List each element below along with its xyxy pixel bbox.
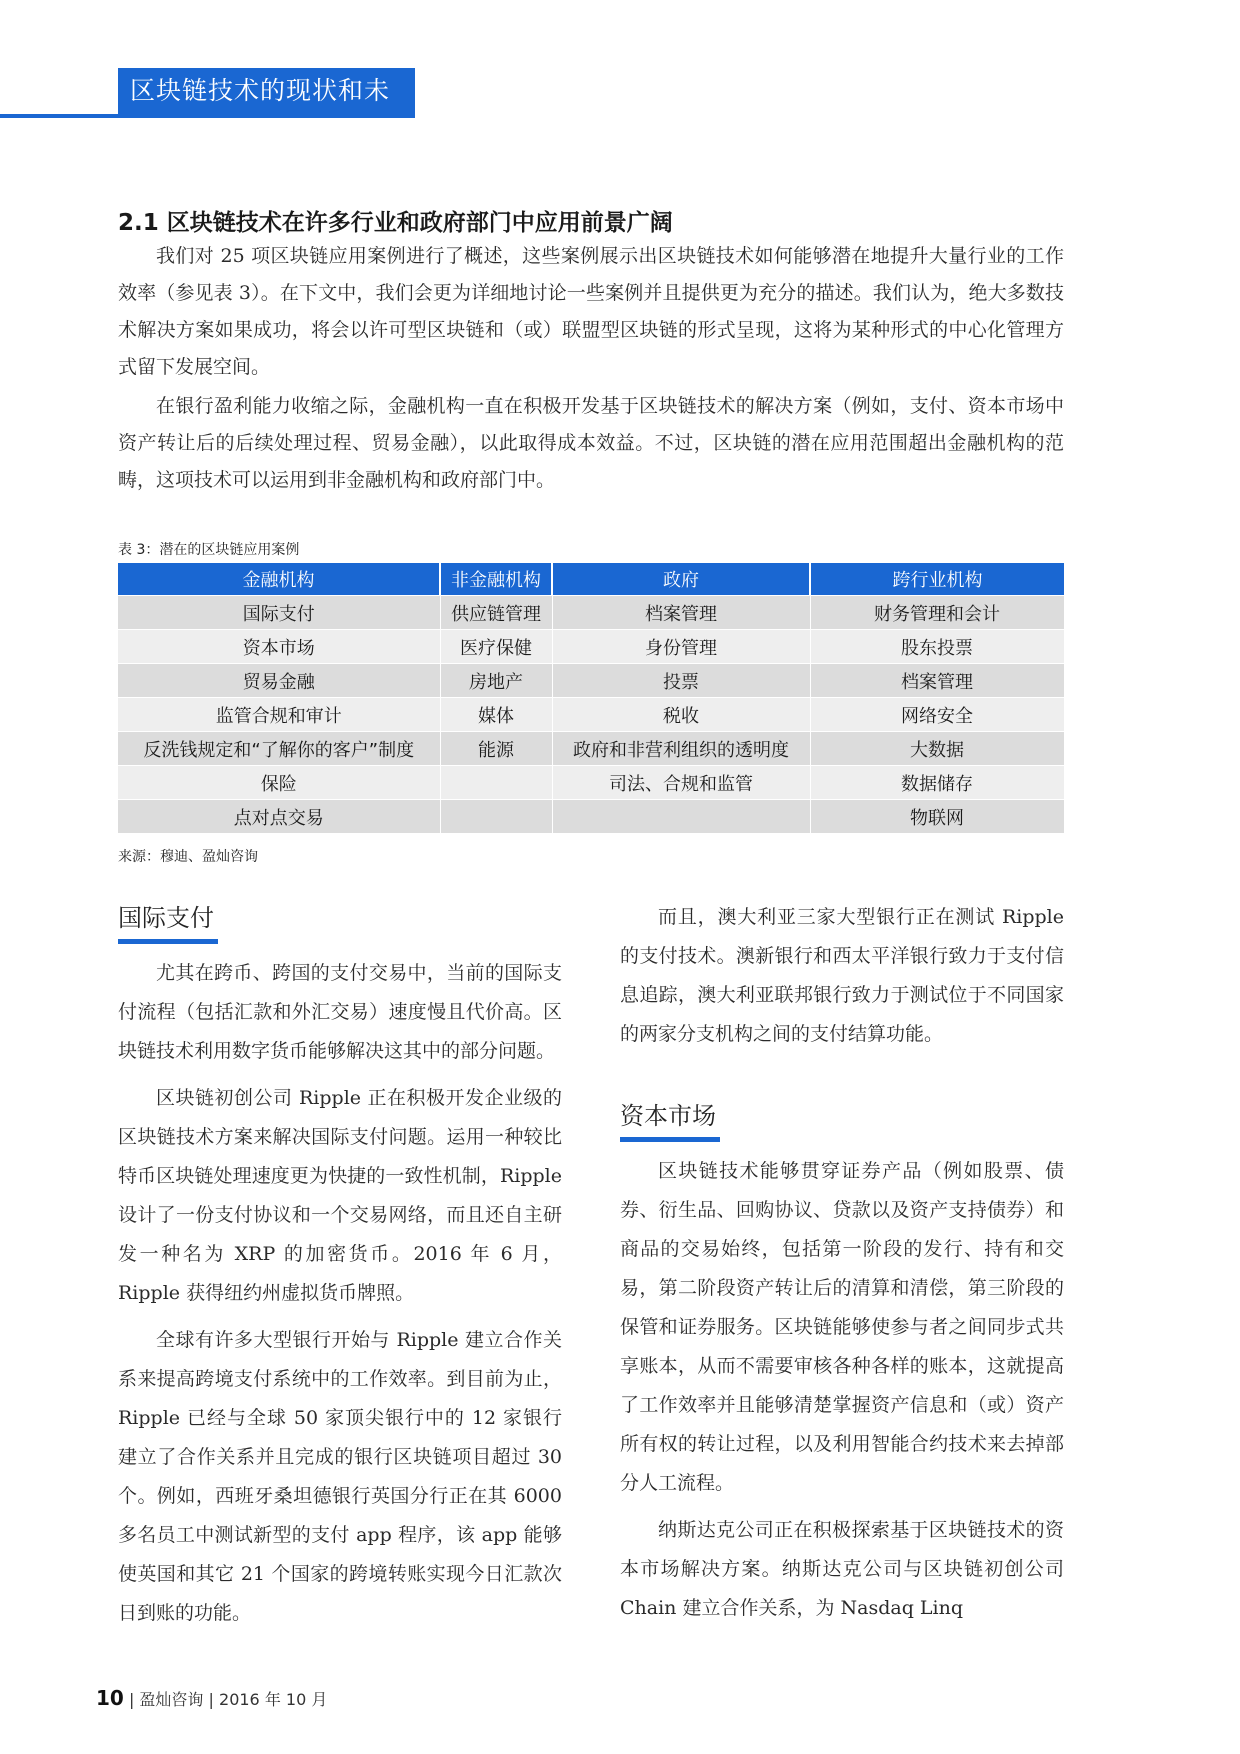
table-cell [440, 800, 552, 834]
table-cell: 司法、合规和监管 [552, 766, 810, 800]
running-header: 区块链技术的现状和未来 [118, 68, 415, 114]
body-paragraph: 而且，澳大利亚三家大型银行正在测试 Ripple 的支付技术。澳新银行和西太平洋银行致力于支付信息追踪，澳大利亚联邦银行致力于测试位于不同国家的两家分支机构之间的支付结算功能。 [620, 906, 1064, 1045]
header-accent-bar [0, 114, 415, 118]
table-cell: 房地产 [440, 664, 552, 698]
page-number: 10 [96, 1686, 124, 1710]
table-cell: 投票 [552, 664, 810, 698]
intro-paragraph-2: 在银行盈利能力收缩之际，金融机构一直在积极开发基于区块链技术的解决方案（例如，支付、资本市场中资产转让后的后续处理过程、贸易金融），以此取得成本效益。不过，区块链的潜在应用范围超出金融机构的范畴，这项技术可以运用到非金融机构和政府部门中。 [118, 395, 1064, 491]
table-header-cell: 金融机构 [118, 563, 440, 596]
table-cell: 网络安全 [810, 698, 1064, 732]
body-paragraph: 全球有许多大型银行开始与 Ripple 建立合作关系来提高跨境支付系统中的工作效率。到目前为止，Ripple 已经与全球 50 家顶尖银行中的 12 家银行建立了合作关系并且完成的银行区块链项目超过 30 个。例如，西班牙桑坦德银行英国分行正在其 6000 多名员工中测试新型的支付 app 程序，该 app 能够使英国和其它 21 个国家的跨境转账实现今日汇款次日到账的功能。 [118, 1329, 562, 1624]
table-cell: 物联网 [810, 800, 1064, 834]
table-cell: 档案管理 [552, 596, 810, 630]
table-cell: 政府和非营利组织的透明度 [552, 732, 810, 766]
table-header-cell: 政府 [552, 563, 810, 596]
table-cell: 税收 [552, 698, 810, 732]
page-footer: 10 | 盈灿咨询 | 2016 年 10 月 [96, 1686, 328, 1710]
table-row [118, 630, 1064, 664]
table-cell [440, 766, 552, 800]
table-source: 来源：穆迪、盈灿咨询 [118, 849, 258, 865]
use-case-table [118, 563, 1065, 833]
subheading-international-payments: 国际支付 [118, 898, 218, 944]
table-cell: 供应链管理 [440, 596, 552, 630]
body-paragraph: 区块链技术能够贯穿证券产品（例如股票、债券、衍生品、回购协议、贷款以及资产支持债券）和商品的交易始终，包括第一阶段的发行、持有和交易，第二阶段资产转让后的清算和清偿，第三阶段的保管和证券服务。区块链能够使参与者之间同步式共享账本，从而不需要审核各种各样的账本，这就提高了工作效率并且能够清楚掌握资产信息和（或）资产所有权的转让过程，以及利用智能合约技术来去掉部分人工流程。 [620, 1160, 1064, 1494]
table-cell: 数据储存 [810, 766, 1064, 800]
table-row [118, 766, 1064, 800]
table-caption: 表 3：潜在的区块链应用案例 [118, 542, 300, 558]
table-cell: 保险 [118, 766, 440, 800]
subheading-capital-markets: 资本市场 [620, 1096, 720, 1142]
table-cell: 能源 [440, 732, 552, 766]
table-cell: 医疗保健 [440, 630, 552, 664]
footer-date: 2016 年 10 月 [219, 1690, 328, 1709]
table-cell: 大数据 [810, 732, 1064, 766]
table-cell: 财务管理和会计 [810, 596, 1064, 630]
table-cell: 国际支付 [118, 596, 440, 630]
footer-publisher: 盈灿咨询 [139, 1690, 204, 1709]
table-header-cell: 跨行业机构 [810, 563, 1064, 596]
section-title: 2.1 区块链技术在许多行业和政府部门中应用前景广阔 [118, 210, 673, 236]
table-row [118, 596, 1064, 630]
table-row [118, 732, 1064, 766]
body-paragraph: 区块链初创公司 Ripple 正在积极开发企业级的区块链技术方案来解决国际支付问题。运用一种较比特币区块链处理速度更为快捷的一致性机制，Ripple 设计了一份支付协议和一个交易网络，而且还自主研发一种名为 XRP 的加密货币。2016 年 6 月，Ripple 获得纽约州虚拟货币牌照。 [118, 1087, 562, 1304]
table-cell: 监管合规和审计 [118, 698, 440, 732]
table-cell [552, 800, 810, 834]
body-paragraph: 尤其在跨币、跨国的支付交易中，当前的国际支付流程（包括汇款和外汇交易）速度慢且代价高。区块链技术利用数字货币能够解决这其中的部分问题。 [118, 962, 562, 1062]
table-cell: 资本市场 [118, 630, 440, 664]
intro-paragraph-1: 我们对 25 项区块链应用案例进行了概述，这些案例展示出区块链技术如何能够潜在地提升大量行业的工作效率（参见表 3）。在下文中，我们会更为详细地讨论一些案例并且提供更为充分的描述。我们认为，绝大多数技术解决方案如果成功，将会以许可型区块链和（或）联盟型区块链的形式呈现，这将为某种形式的中心化管理方式留下发展空间。 [118, 245, 1064, 378]
table-row [118, 664, 1064, 698]
table-row [118, 800, 1064, 834]
table-cell: 反洗钱规定和“了解你的客户”制度 [118, 732, 440, 766]
table-cell: 媒体 [440, 698, 552, 732]
table-header-cell: 非金融机构 [440, 563, 552, 596]
table-cell: 身份管理 [552, 630, 810, 664]
table-row [118, 698, 1064, 732]
table-cell: 股东投票 [810, 630, 1064, 664]
table-cell: 档案管理 [810, 664, 1064, 698]
table-cell: 点对点交易 [118, 800, 440, 834]
table-cell: 贸易金融 [118, 664, 440, 698]
table-header-row [118, 563, 1064, 596]
left-column [118, 898, 562, 1641]
right-column [620, 898, 1064, 1636]
body-paragraph: 纳斯达克公司正在积极探索基于区块链技术的资本市场解决方案。纳斯达克公司与区块链初创公司 Chain 建立合作关系，为 Nasdaq Linq [620, 1519, 1064, 1619]
